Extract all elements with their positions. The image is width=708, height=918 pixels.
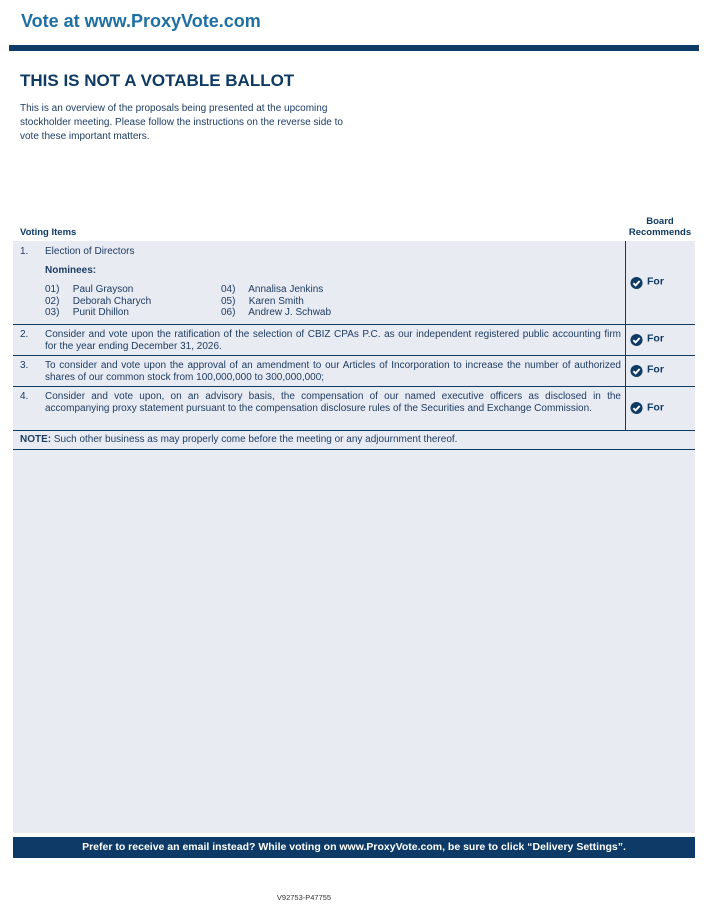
nominee: 03) Punit Dhillon xyxy=(45,307,129,318)
recommendation-value: For xyxy=(647,401,664,414)
item-text-container xyxy=(45,246,621,319)
item-text: Consider and vote upon, on an advisory basis, the compensation of our named executive officers as disclosed in the accompanying proxy statement pursuant to the compensation disclosure rules of the Securities and Exchange Commission. xyxy=(45,391,621,414)
nominee: 01) Paul Grayson xyxy=(45,284,134,295)
board-recommendation-cell xyxy=(625,386,696,430)
ballot-heading: THIS IS NOT A VOTABLE BALLOT xyxy=(20,71,295,90)
voting-item-2 xyxy=(13,324,695,356)
recommendation-value: For xyxy=(647,275,664,288)
item-text: Election of Directors xyxy=(45,246,135,257)
item-number: 4. xyxy=(20,391,29,402)
board-recommendation-cell xyxy=(625,241,696,324)
note-label: NOTE: xyxy=(20,434,52,445)
nominee: 05) Karen Smith xyxy=(221,295,304,307)
check-circle-icon xyxy=(630,402,643,415)
nominees-list xyxy=(45,284,621,319)
item-number: 2. xyxy=(20,329,29,340)
nominee: 02) Deborah Charych xyxy=(45,295,152,307)
item-text: Consider and vote upon the ratification of the selection of CBIZ CPAs P.C. as our independent registered public accounting firm for the year ending December 31, 2026. xyxy=(45,329,621,352)
header-rule xyxy=(9,45,699,51)
board-header-line2: Recommends xyxy=(628,227,692,238)
check-circle-icon xyxy=(630,276,643,289)
note-text: Such other business as may properly come before the meeting or any adjournment thereof. xyxy=(53,434,458,445)
nominees-label: Nominees: xyxy=(45,264,97,276)
voting-item-4 xyxy=(13,386,695,431)
item-number: 3. xyxy=(20,360,29,371)
board-recommendation-cell xyxy=(625,355,696,386)
check-circle-icon xyxy=(630,333,643,346)
note-row xyxy=(13,431,695,450)
board-header-line1: Board xyxy=(646,216,674,227)
board-recommendation-cell xyxy=(625,324,696,355)
intro-text: This is an overview of the proposals being presented at the upcoming stockholder meeting. Please follow the instructions on the reverse side to vote these important matters. xyxy=(20,103,343,142)
nominee: 06) Andrew J. Schwab xyxy=(221,307,332,318)
delivery-settings-banner: Prefer to receive an email instead? While voting on www.ProxyVote.com, be sure to click “Delivery Settings”. xyxy=(13,837,695,858)
voting-items-header: Voting Items xyxy=(20,227,77,238)
nominee: 04) Annalisa Jenkins xyxy=(221,284,324,295)
item-text: To consider and vote upon the approval of an amendment to our Articles of Incorporation to increase the number of authorized shares of our common stock from 100,000,000 to 300,000,000; xyxy=(45,360,621,383)
board-recommends-header xyxy=(624,216,696,238)
voting-item-1 xyxy=(13,241,695,325)
item-number: 1. xyxy=(20,246,29,257)
site-title: Vote at www.ProxyVote.com xyxy=(21,11,261,31)
recommendation-value: For xyxy=(647,332,664,345)
recommendation-value: For xyxy=(647,363,664,376)
document-code: V92753-P47755 xyxy=(276,893,332,902)
voting-item-3 xyxy=(13,355,695,387)
check-circle-icon xyxy=(630,364,643,377)
